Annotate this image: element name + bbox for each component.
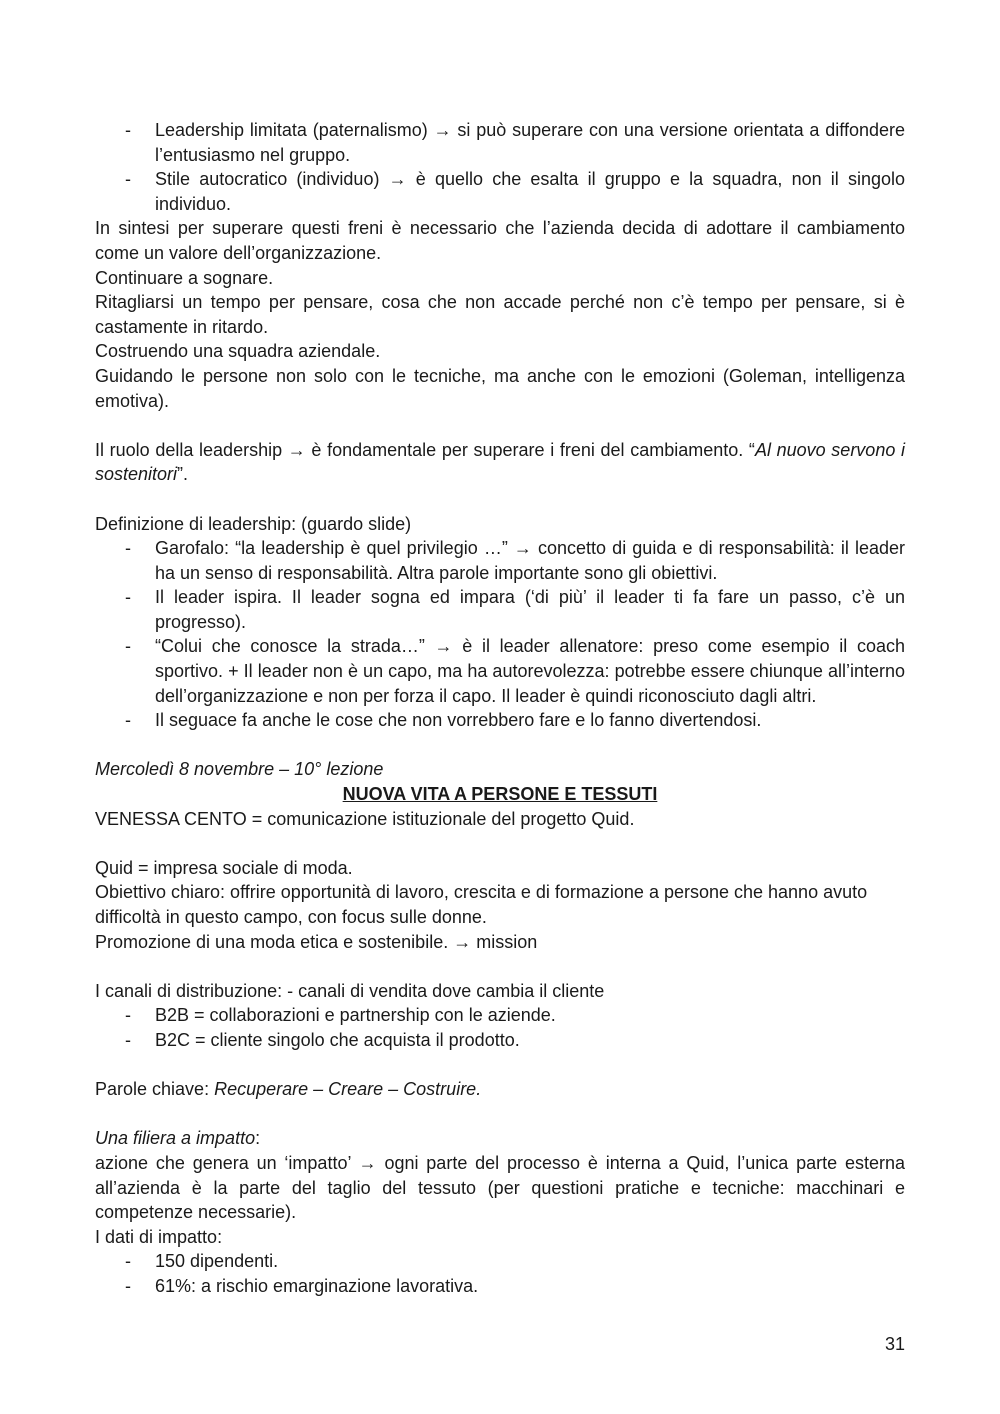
- paragraph: Quid = impresa sociale di moda.: [95, 857, 353, 878]
- paragraph-ruolo: Il ruolo della leadership → è fondamentale per superare i freni del cambiamento. “Al nuovo servono i sostenitori”.: [95, 439, 906, 485]
- list-item: - “Colui che conosce la strada…” → è il leader allenatore: preso come esempio il coach sportivo. + Il leader non è un capo, ma ha autorevolezza: potrebbe essere chiunque all’interno dell’organizzazione e non per forza il capo. Il leader è quindi riconosciuto dagli altri.: [125, 636, 905, 706]
- paragraph: In sintesi per superare questi freni è necessario che l’azienda decida di adottare il cambiamento come un valore dell’organizzazione.: [95, 218, 905, 263]
- paragraph: Ritagliarsi un tempo per pensare, cosa che non accade perché non c’è tempo per pensare, si è castamente in ritardo.: [95, 292, 905, 337]
- list-item: - Leadership limitata (paternalismo) → si può superare con una versione orientata a diffondere l’entusiasmo nel gruppo.: [125, 120, 905, 165]
- paragraph: Promozione di una moda etica e sostenibile. → mission: [95, 931, 538, 952]
- lesson-date: Mercoledì 8 novembre – 10° lezione: [95, 759, 384, 780]
- list-item: - Il seguace fa anche le cose che non vorrebbero fare e lo fanno divertendosi.: [125, 710, 762, 731]
- list-item: - B2C = cliente singolo che acquista il prodotto.: [125, 1029, 520, 1050]
- section-title: NUOVA VITA A PERSONE E TESSUTI: [342, 784, 658, 805]
- page-number: 31: [884, 1334, 905, 1354]
- paragraph: azione che genera un ‘impatto’ → ogni parte del processo è interna a Quid, l’unica parte esterna all’azienda è la parte del taglio del tessuto (per questioni pratiche e tecniche: macchinari e competenze necessarie).: [95, 1152, 905, 1223]
- list-item: - B2B = collaborazioni e partnership con le aziende.: [125, 1005, 556, 1026]
- paragraph-heading: I canali di distribuzione: - canali di vendita dove cambia il cliente: [95, 980, 605, 1001]
- paragraph-heading: Definizione di leadership: (guardo slide): [95, 513, 412, 534]
- document-body: [95, 118, 905, 1299]
- list-item: - 150 dipendenti.: [125, 1251, 279, 1272]
- list-item: - 61%: a rischio emarginazione lavorativa.: [125, 1275, 479, 1296]
- paragraph: Obiettivo chiaro: offrire opportunità di lavoro, crescita e di formazione a persone che hanno avuto difficoltà in questo campo, con focus sulle donne.: [95, 882, 868, 927]
- list-item: - Garofalo: “la leadership è quel privilegio …” → concetto di guida e di responsabilità: il leader ha un senso di responsabilità. Altra parole importante sono gli obiettivi.: [125, 538, 905, 583]
- paragraph: Guidando le persone non solo con le tecniche, ma anche con le emozioni (Goleman, intelligenza emotiva).: [95, 365, 905, 411]
- paragraph-heading: I dati di impatto:: [95, 1226, 223, 1247]
- paragraph-heading: Una filiera a impatto:: [95, 1128, 261, 1149]
- list-item: - Stile autocratico (individuo) → è quello che esalta il gruppo e la squadra, non il singolo individuo.: [125, 169, 905, 214]
- paragraph: VENESSA CENTO = comunicazione istituzionale del progetto Quid.: [95, 808, 635, 829]
- paragraph-parole: Parole chiave: Recuperare – Creare – Costruire.: [95, 1079, 482, 1100]
- paragraph: Continuare a sognare.: [95, 267, 274, 288]
- list-item: - Il leader ispira. Il leader sogna ed impara (‘di più’ il leader ti fa fare un passo, c’è un progresso).: [125, 587, 905, 632]
- paragraph: Costruendo una squadra aziendale.: [95, 341, 381, 362]
